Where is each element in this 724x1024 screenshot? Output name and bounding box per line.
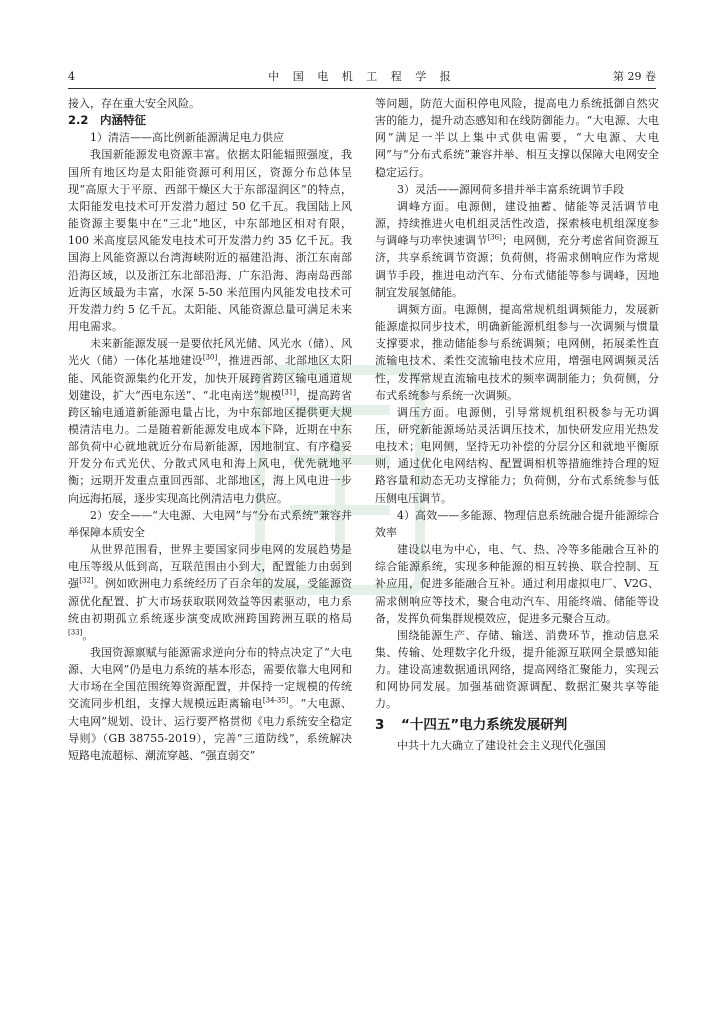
journal-title: 中 国 电 机 工 程 学 报 (268, 70, 456, 83)
section-heading: 2.2 内涵特征 (68, 113, 146, 128)
paragraph: 未来新能源发展一是要依托风光储、风光水（储）、风光火（储）一体化基地建设[30]，推进西部、北部地区太阳能、风能资源集约化开发，加快开展跨省跨区输电通道规划建设，扩大“西电东送”、“北电南送”规模[31]，提高跨省跨区输电通道新能源电量占比，为中东部地区提供更大规模清洁电力。二是随着新能源发电成本下降，近期在中东部负荷中心就地就近分布局新能源，因地制宜、有序稳妥开发分布式光伏、分散式风电和海上风电，优先就地平衡；远期开发重点重回西部、北部地区，海上风电进一步向远海拓展，逐步实现高比例清洁电力供应。 (68, 337, 353, 505)
subheading: 3）灵活——源网荷多措并举丰富系统调节手段 (397, 182, 624, 196)
header-rule (68, 88, 656, 89)
page-number: 4 (68, 70, 75, 83)
paragraph: 调频方面。电源侧，提高常规机组调频能力，发展新能源虚拟同步技术，明确新能源机组参与一次调频与惯量支撑要求，推动储能参与系统调频；电网侧，拓展柔性直流输电技术、柔性交流输电技术应用，增强电网调频灵活性，发挥常规直流输电技术的频率调制能力；负荷侧，分布式系统参与系统一次调频。 (375, 302, 659, 402)
citation: [36] (487, 233, 502, 242)
subheading: 4）高效——多能源、物理信息系统融合提升能源综合效率 (375, 508, 659, 539)
citation: [33] (68, 628, 83, 637)
subheading: 1）清洁——高比例新能源满足电力供应 (90, 131, 284, 145)
paragraph: 我国新能源发电资源丰富。依据太阳能辐照强度，我国所有地区均是太阳能资源可利用区，资源分布总体呈现“高原大于平原、西部干燥区大于东部湿润区”的特点，太阳能发电技术可开发潜力超过 50 亿千瓦。我国陆上风能资源主要集中在“三北”地区，中东部地区相对有限，100 米高度层风能发电技术可开发潜力约 35 亿千瓦。我国海上风能资源以台湾海峡附近的福建沿海、浙江东南部沿海区域，以及浙江东北部沿海、广东沿海、海南岛西部近海区域最为丰富，水深 5-50 米范围内风能发电技术可开发潜力约 5 亿千瓦。太阳能、风能资源总量可满足未来用电需求。 (68, 148, 352, 334)
volume-label: 第 29 卷 (613, 70, 656, 83)
right-column (375, 95, 659, 754)
page-header (68, 69, 656, 85)
paragraph: 建设以电为中心，电、气、热、冷等多能融合互补的综合能源系统，实现多种能源的相互转换、联合控制、互补应用，促进多能融合互补。通过利用虚拟电厂、V2G、需求侧响应等技术，聚合电动汽车、用能终端、储能等设备，发挥负荷集群规模效应，促进多元聚合互动。 (375, 543, 659, 625)
paragraph: 调峰方面。电源侧，建设抽蓄、储能等灵活调节电源，持续推进火电机组灵活性改造，探索核电机组深度参与调峰与功率快速调节[36]；电网侧，充分考虑省间资源互济，共享系统调节资源；负荷侧，将需求侧响应作为常规调节手段，推进电动汽车、分布式储能等参与调峰，因地制宜发展氢储能。 (375, 199, 660, 299)
paragraph: 从世界范围看，世界主要国家同步电网的发展趋势是电压等级从低到高，互联范围由小到大，配置能力由弱到强[32]。例如欧洲电力系统经历了百余年的发展，受能源资源优化配置、扩大市场获取联网效益等因素驱动，电力系统由初期孤立系统逐步演变成欧洲跨国跨洲互联的格局[33]。 (68, 543, 352, 642)
paragraph: 围绕能源生产、存储、输送、消费环节，推动信息采集、传输、处理数字化升级，提升能源互联网全景感知能力。建设高速数据通讯网络，提高网络汇聚能力，实现云和网协同发展。加强基础资源调配、数据汇聚共享等能力。 (375, 628, 659, 711)
paragraph: 调压方面。电源侧，引导常规机组积极参与无功调压，研究新能源场站灵活调压技术，加快研发应用光热发电技术；电网侧，坚持无功补偿的分层分区和就地平衡原则，通过优化电网结构、配置调相机等措施维持合理的短路容量和动态无功支撑能力；负荷侧，分布式系统参与低压侧电压调节。 (375, 405, 659, 505)
citation: [32] (79, 576, 94, 585)
citation: [34-35] (262, 696, 289, 705)
citation: [30] (202, 353, 218, 362)
section-heading: 3 “十四五”电力系统发展研判 (375, 716, 568, 733)
left-column (68, 95, 352, 764)
paragraph: 接入，存在重大安全风险。 (68, 97, 200, 110)
paragraph: 我国资源禀赋与能源需求逆向分布的特点决定了“大电源、大电网”仍是电力系统的基本形态，需要依靠大电网和大市场在全国范围统筹资源配置，并保持一定规模的传统交流同步机组，支撑大规模远距离输电[34-35]。“大电源、大电网”规划、设计、运行要严格贯彻《电力系统安全稳定导则》（GB 38755-2019），完善“三道防线”，系统解决短路电流超标、潮流穿越、“强直弱交” (68, 646, 352, 762)
citation: [31] (281, 388, 297, 396)
paragraph: 等问题，防范大面积停电风险，提高电力系统抵御自然灾害的能力，提升动态感知和在线防御能力。“大电源、大电网”满足一半以上集中式供电需要，“大电源、大电网”与“分布式系统”兼容并举、相互支撑以保障大电网安全稳定运行。 (375, 97, 659, 179)
subheading: 2）安全——“大电源、大电网”与“分布式系统”兼容并举保障本质安全 (68, 508, 352, 539)
paragraph: 中共十九大确立了建设社会主义现代化强国 (397, 738, 606, 752)
